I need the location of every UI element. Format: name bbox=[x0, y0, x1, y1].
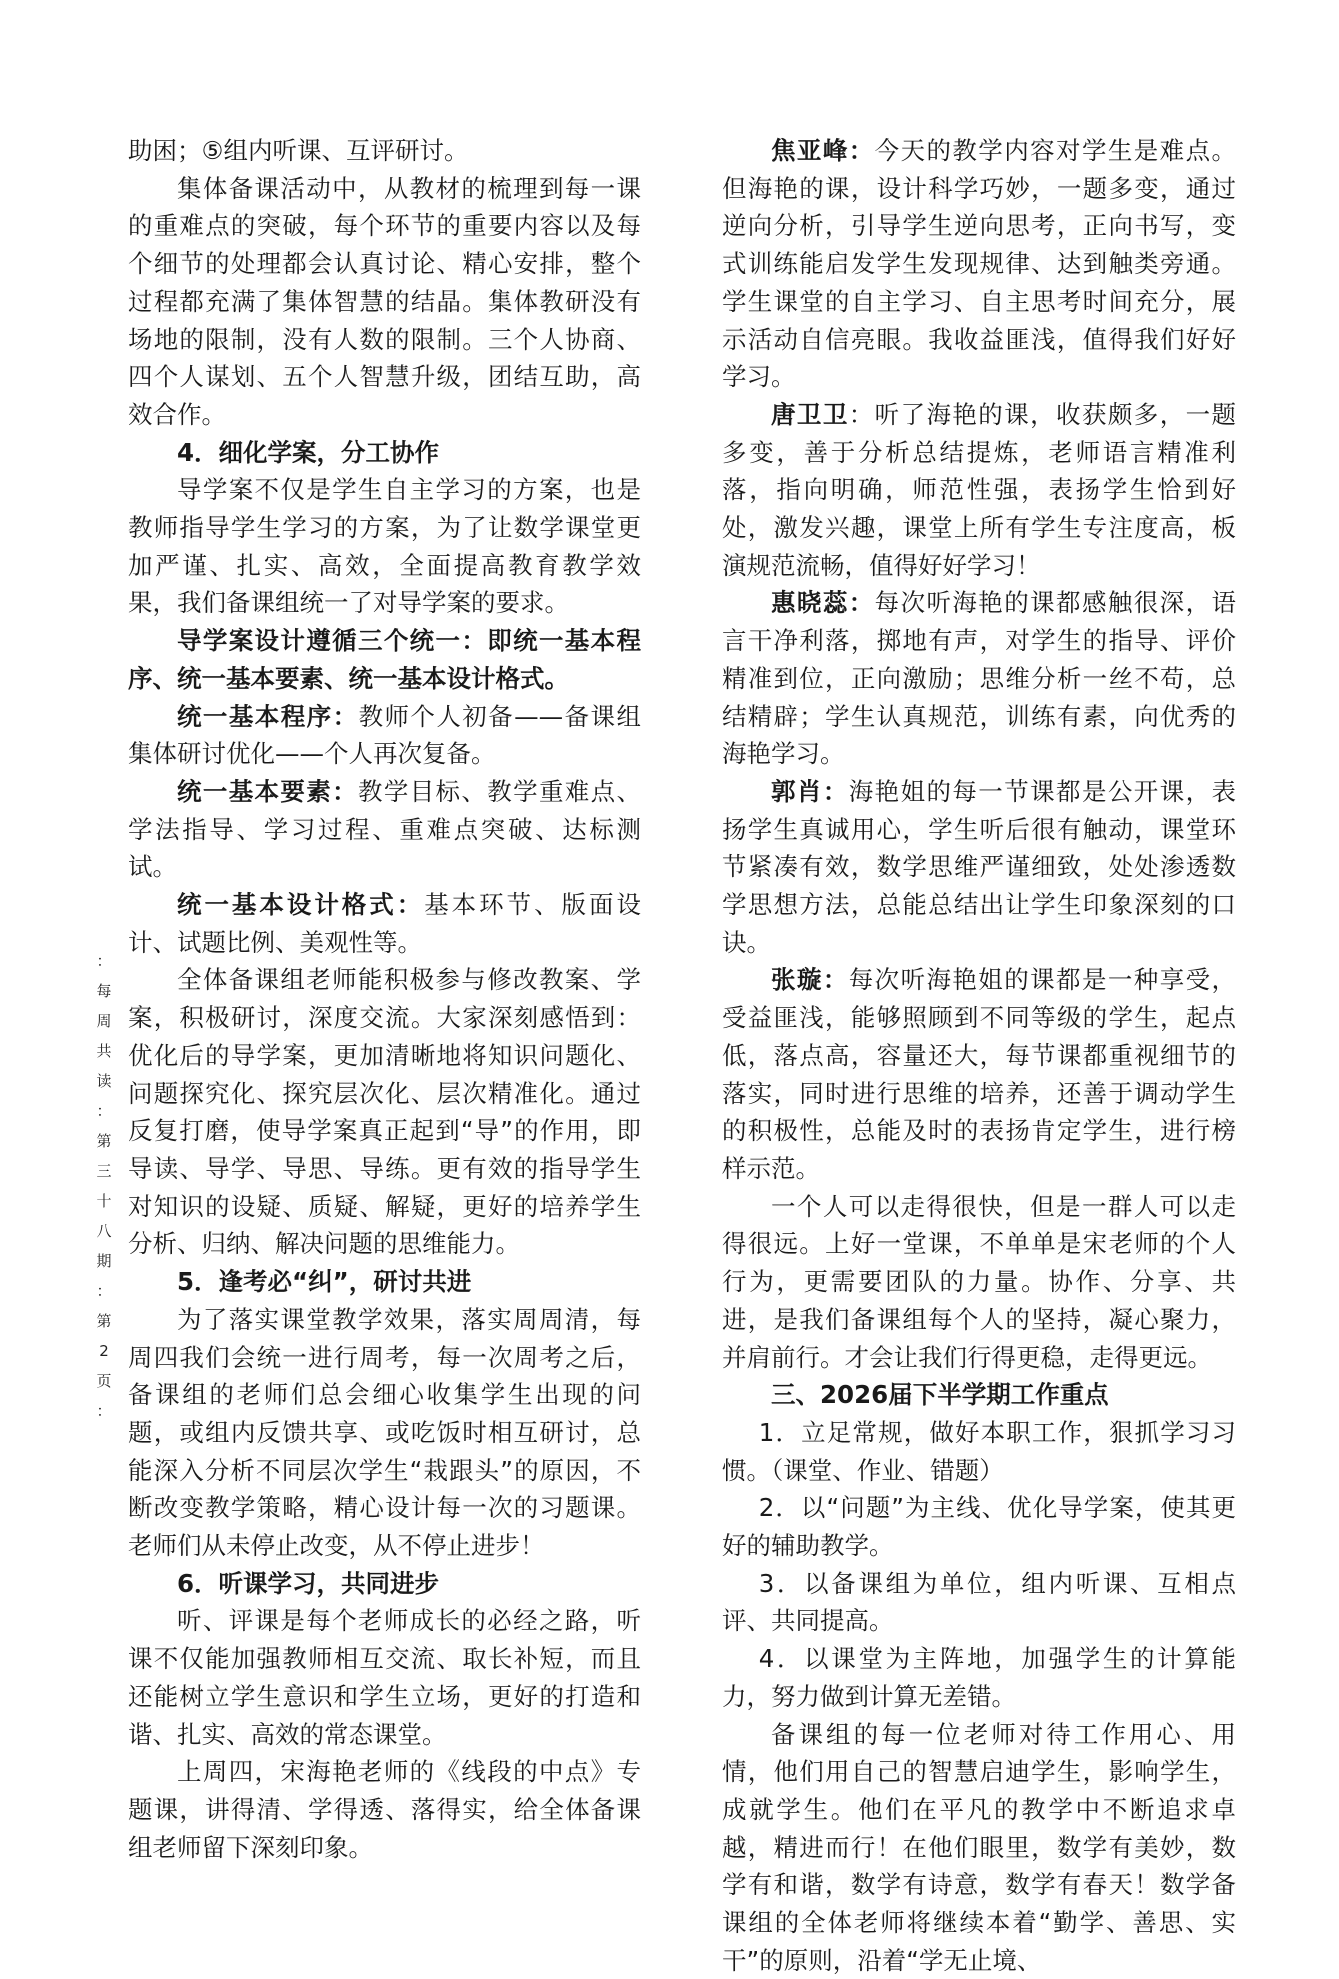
sidebar-char: 期 bbox=[96, 1252, 112, 1270]
paragraph: 导学案不仅是学生自主学习的方案，也是教师指导学生学习的方案，为了让数学课堂更加严谨、扎实、高效，全面提高教育教学效果，我们备课组统一了对导学案的要求。 bbox=[128, 475, 641, 618]
section-heading: 6．听课学习，共同进步 bbox=[177, 1568, 440, 1598]
commenter-name: 唐卫卫 bbox=[771, 399, 849, 429]
term-text: 教师个人初备——备课组集体研讨优化——个人再次复备。 bbox=[128, 701, 641, 769]
paragraph bbox=[128, 698, 641, 773]
paragraph: 听、评课是每个老师成长的必经之路，听课不仅能加强教师相互交流、取长补短，而且还能树立学生意识和学生立场，更好的打造和谐、扎实、高效的常态课堂。 bbox=[128, 1606, 641, 1749]
comment-paragraph bbox=[722, 132, 1236, 396]
comment-paragraph bbox=[722, 961, 1236, 1187]
section-heading: 4．细化学案，分工协作 bbox=[177, 437, 440, 467]
vertical-issue-label bbox=[92, 946, 116, 1426]
term-label: 统一基本程序： bbox=[177, 701, 359, 731]
right-column bbox=[722, 132, 1236, 1979]
paragraph-bold: 导学案设计遵循三个统一：即统一基本程序、统一基本要素、统一基本设计格式。 bbox=[128, 626, 641, 693]
term-text: 教学目标、教学重难点、学法指导、学习过程、重难点突破、达标测试。 bbox=[128, 776, 642, 882]
sidebar-char: 三 bbox=[96, 1162, 112, 1180]
sidebar-char: 十 bbox=[96, 1192, 112, 1210]
paragraph bbox=[128, 773, 641, 886]
paragraph: 备课组的每一位老师对待工作用心、用情，他们用自己的智慧启迪学生，影响学生，成就学生。他们在平凡的教学中不断追求卓越，精进而行！在他们眼里，数学有美妙，数学有和谐，数学有诗意，数学有春天！数学备课组的全体老师将继续本着“勤学、善思、实干”的原则，沿着“学无止境、 bbox=[722, 1719, 1236, 1975]
paragraph: 全体备课组老师能积极参与修改教案、学案，积极研讨，深度交流。大家深刻感悟到：优化后的导学案，更加清晰地将知识问题化、问题探究化、探究层次化、层次精准化。通过反复打磨，使导学案真正起到“导”的作用，即导读、导学、导思、导练。更有效的指导学生对知识的设疑、质疑、解疑，更好的培养学生分析、归纳、解决问题的思维能力。 bbox=[128, 965, 641, 1259]
commenter-name: 张璇： bbox=[771, 965, 849, 995]
sidebar-char: 每 bbox=[96, 982, 112, 1000]
section-heading: 5．逢考必“纠”，研讨共进 bbox=[177, 1267, 472, 1297]
comment-text: 每次听海艳的课都感触很深，语言干净利落，掷地有声，对学生的指导、评价精准到位，正向激励；思维分析一丝不苟，总结精辟；学生认真规范，训练有素，向优秀的海艳学习。 bbox=[722, 588, 1237, 769]
sidebar-char: 读 bbox=[96, 1072, 112, 1090]
sidebar-char: ： bbox=[96, 1282, 112, 1300]
comment-paragraph bbox=[722, 584, 1236, 773]
paragraph: 上周四，宋海艳老师的《线段的中点》专题课，讲得清、学得透、落得实，给全体备课组老师留下深刻印象。 bbox=[128, 1757, 641, 1862]
sidebar-char: 2 bbox=[99, 1342, 109, 1360]
commenter-name: 惠晓蕊： bbox=[771, 588, 875, 618]
paragraph: 助困；⑤组内听课、互评研讨。 bbox=[128, 136, 469, 165]
list-item: 4．以课堂为主阵地，加强学生的计算能力，努力做到计算无差错。 bbox=[722, 1644, 1236, 1711]
section-heading: 三、2026届下半学期工作重点 bbox=[771, 1380, 1109, 1410]
list-item: 2．以“问题”为主线、优化导学案，使其更好的辅助教学。 bbox=[722, 1493, 1236, 1561]
comment-text: ：听了海艳的课，收获颇多，一题多变，善于分析总结提炼，老师语言精准利落，指向明确，师范性强，表扬学生恰到好处，激发兴趣，课堂上所有学生专注度高，板演规范流畅，值得好好学习！ bbox=[722, 399, 1237, 580]
comment-text: 海艳姐的每一节课都是公开课，表扬学生真诚用心，学生听后很有触动，课堂环节紧凑有效，数学思维严谨细致，处处渗透数学思想方法，总能总结出让学生印象深刻的口诀。 bbox=[722, 776, 1237, 957]
paragraph: 集体备课活动中，从教材的梳理到每一课的重难点的突破，每个环节的重要内容以及每个细节的处理都会认真讨论、精心安排，整个过程都充满了集体智慧的结晶。集体教研没有场地的限制，没有人数的限制。三个人协商、四个人谋划、五个人智慧升级，团结互助，高效合作。 bbox=[128, 173, 641, 429]
list-item: 3．以备课组为单位，组内听课、互相点评、共同提高。 bbox=[722, 1568, 1236, 1636]
paragraph bbox=[128, 886, 641, 961]
sidebar-char: 八 bbox=[96, 1222, 112, 1240]
sidebar-char: ： bbox=[96, 1402, 112, 1420]
sidebar-char: 第 bbox=[96, 1132, 112, 1150]
comment-paragraph bbox=[722, 773, 1236, 962]
term-text: 基本环节、版面设计、试题比例、美观性等。 bbox=[128, 890, 641, 957]
sidebar-char: 第 bbox=[96, 1312, 112, 1330]
left-column bbox=[128, 132, 641, 1866]
paragraph: 一个人可以走得很快，但是一群人可以走得很远。上好一堂课，不单单是宋老师的个人行为，更需要团队的力量。协作、分享、共进，是我们备课组每个人的坚持，凝心聚力，并肩前行。才会让我们行得更稳，走得更远。 bbox=[722, 1191, 1236, 1372]
list-item: 1．立足常规，做好本职工作，狠抓学习习惯。（课堂、作业、错题） bbox=[722, 1417, 1236, 1485]
sidebar-char: 周 bbox=[96, 1012, 112, 1030]
term-label: 统一基本要素： bbox=[177, 776, 358, 806]
comment-paragraph bbox=[722, 396, 1236, 585]
sidebar-char: 共 bbox=[96, 1042, 112, 1060]
commenter-name: 郭肖： bbox=[771, 776, 849, 806]
comment-text: 每次听海艳姐的课都是一种享受，受益匪浅，能够照顾到不同等级的学生，起点低，落点高，容量还大，每节课都重视细节的落实，同时进行思维的培养，还善于调动学生的积极性，总能及时的表扬肯定学生，进行榜样示范。 bbox=[722, 965, 1237, 1183]
paragraph: 为了落实课堂教学效果，落实周周清，每周四我们会统一进行周考，每一次周考之后，备课组的老师们总会细心收集学生出现的问题，或组内反馈共享、或吃饭时相互研讨，总能深入分析不同层次学生“栽跟头”的原因，不断改变教学策略，精心设计每一次的习题课。老师们从未停止改变，从不停止进步！ bbox=[128, 1304, 641, 1561]
comment-text: 今天的教学内容对学生是难点。但海艳的课，设计科学巧妙，一题多变，通过逆向分析，引导学生逆向思考，正向书写，变式训练能启发学生发现规律、达到触类旁通。学生课堂的自主学习、自主思考时间充分，展示活动自信亮眼。我收益匪浅，值得我们好好学习。 bbox=[722, 136, 1237, 392]
sidebar-char: ： bbox=[96, 952, 112, 970]
term-label: 统一基本设计格式： bbox=[177, 890, 425, 920]
commenter-name: 焦亚峰： bbox=[771, 136, 875, 165]
sidebar-char: ： bbox=[96, 1102, 112, 1120]
sidebar-char: 页 bbox=[96, 1372, 112, 1390]
